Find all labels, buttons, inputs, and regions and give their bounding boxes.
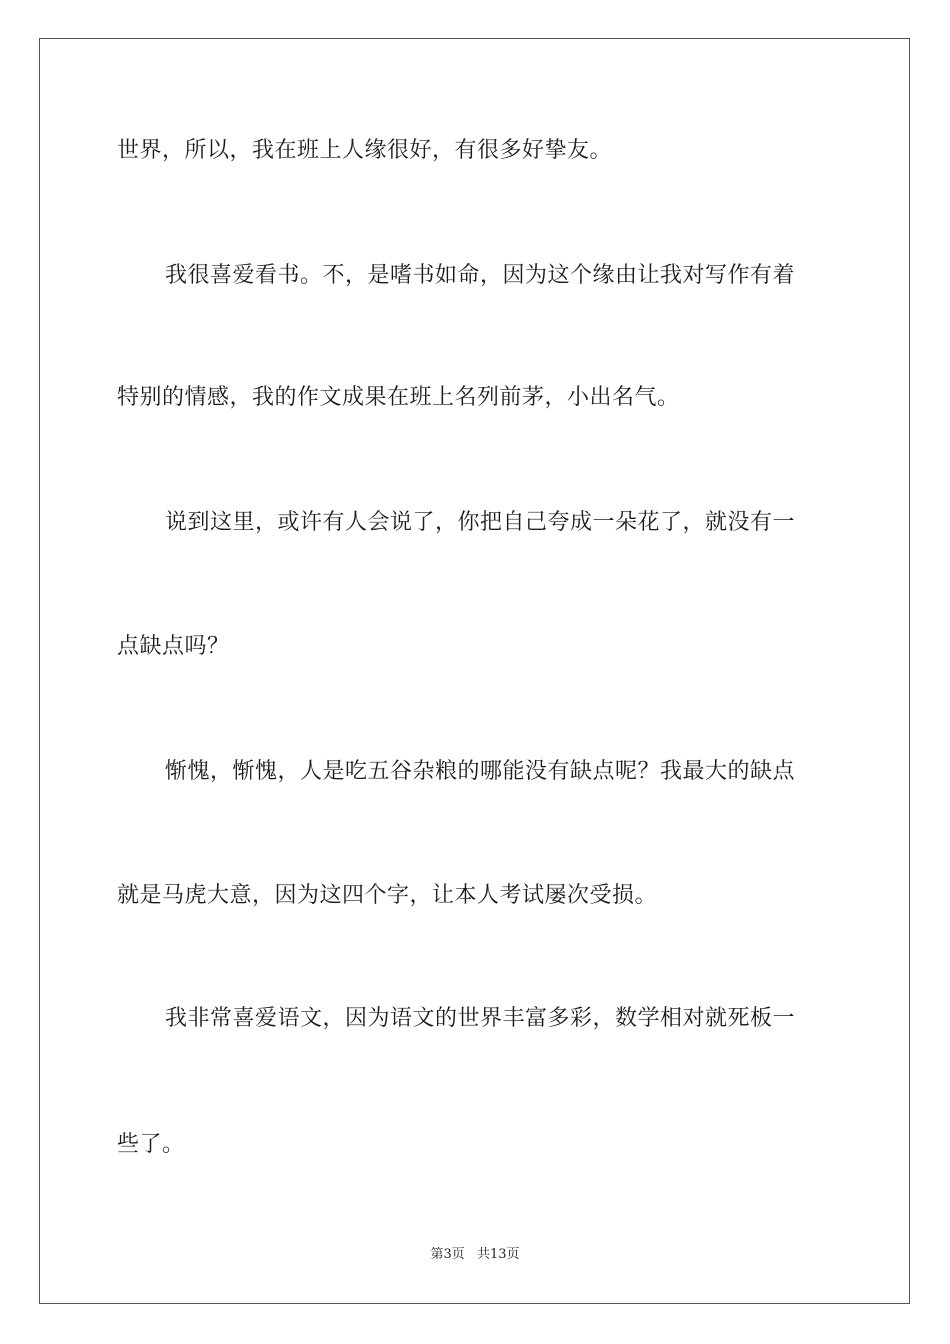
page-border <box>39 38 910 1304</box>
paragraph-line: 惭愧，惭愧，人是吃五谷杂粮的哪能没有缺点呢？我最大的缺点 <box>165 759 796 784</box>
page-total: 共13页 <box>476 1247 520 1262</box>
paragraph-line: 点缺点吗？ <box>117 634 230 659</box>
page-footer <box>0 1246 950 1264</box>
paragraph-line: 就是马虎大意，因为这四个字，让本人考试屡次受损。 <box>117 883 658 908</box>
paragraph-line: 说到这里，或许有人会说了，你把自己夸成一朵花了，就没有一 <box>165 510 796 535</box>
page-number: 第3页 <box>430 1247 465 1262</box>
paragraph-line: 我非常喜爱语文，因为语文的世界丰富多彩，数学相对就死板一 <box>165 1006 796 1031</box>
paragraph-line: 我很喜爱看书。不，是嗜书如命，因为这个缘由让我对写作有着 <box>165 263 796 288</box>
paragraph-line: 世界，所以，我在班上人缘很好，有很多好挚友。 <box>117 138 613 163</box>
paragraph-line: 些了。 <box>117 1132 185 1157</box>
paragraph-line: 特别的情感，我的作文成果在班上名列前茅，小出名气。 <box>117 385 680 410</box>
